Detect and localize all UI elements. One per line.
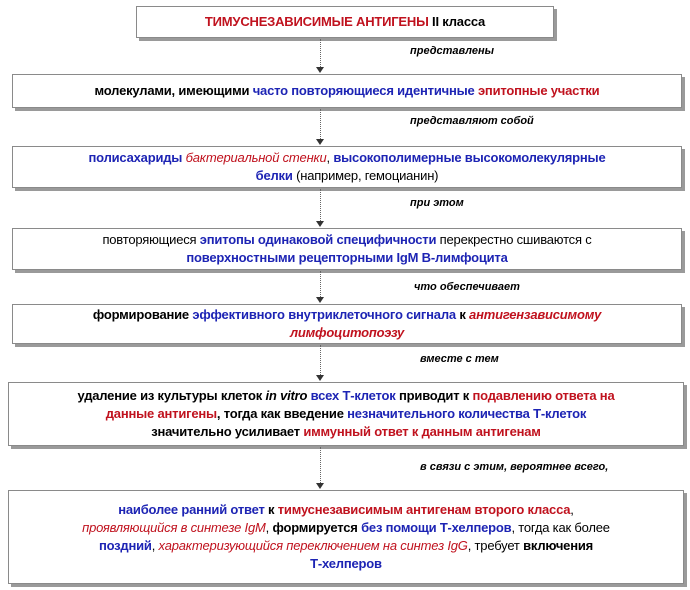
box-line <box>95 82 600 100</box>
text-segment: данные антигены <box>105 406 217 421</box>
arrowhead-6 <box>316 483 324 489</box>
box-line <box>78 387 615 405</box>
box-4-epitopes-crosslink <box>12 228 682 270</box>
arrowhead-2 <box>316 139 324 145</box>
text-segment: , <box>265 520 273 535</box>
text-segment: значительно усиливает <box>151 424 304 439</box>
connector-line-2 <box>320 109 321 139</box>
text-segment: иммунный ответ к данным антигенам <box>303 424 541 439</box>
box-text <box>89 149 606 185</box>
box-line <box>89 149 606 167</box>
text-segment: эффективного внутриклеточного сигнала <box>192 307 456 322</box>
text-segment: часто повторяющиеся <box>252 83 398 98</box>
arrowhead-1 <box>316 67 324 73</box>
connector-line-3 <box>320 189 321 221</box>
box-text <box>82 501 610 573</box>
box-1-thymus-independent-antigens <box>136 6 554 38</box>
text-segment: удаление из культуры клеток <box>77 388 266 403</box>
text-segment: , тогда как более <box>511 520 610 535</box>
box-line <box>93 324 601 342</box>
text-segment: формируется <box>272 520 358 535</box>
text-segment: полисахариды <box>88 150 186 165</box>
text-segment: лимфоцитопоэзу <box>289 325 405 340</box>
text-segment: к <box>268 502 278 517</box>
text-segment: приводит к <box>395 388 473 403</box>
box-6-t-cell-removal <box>8 382 684 446</box>
text-segment: без помощи Т-хелперов <box>357 520 512 535</box>
box-text <box>205 13 485 31</box>
text-segment: формирование <box>92 307 193 322</box>
text-segment: II класса <box>428 14 486 29</box>
arrowhead-4 <box>316 297 324 303</box>
box-line <box>93 306 601 324</box>
box-2-molecules-epitopes <box>12 74 682 108</box>
box-line <box>82 537 610 555</box>
connector-label-2: представляют собой <box>410 115 534 127</box>
connector-label-5: вместе с тем <box>420 353 499 365</box>
connector-label-3: при этом <box>410 197 464 209</box>
box-line <box>78 423 615 441</box>
box-line <box>78 405 615 423</box>
text-segment: молекулами, имеющими <box>94 83 253 98</box>
text-segment: эпитопы одинаковой специфичности <box>199 232 437 247</box>
text-segment: включения <box>523 538 594 553</box>
box-5-signal-formation <box>12 304 682 344</box>
text-segment: белки <box>255 168 293 183</box>
connector-line-6 <box>320 447 321 483</box>
text-segment: тимуснезависимым антигенам второго класса <box>277 502 571 517</box>
connector-line-5 <box>320 345 321 375</box>
box-3-polysaccharides <box>12 146 682 188</box>
connector-label-1: представлены <box>410 45 495 57</box>
box-text <box>93 306 601 342</box>
box-text <box>78 387 615 441</box>
text-segment: характеризующийся переключением на синтез IgG <box>158 538 468 553</box>
text-segment: идентичные <box>397 83 478 98</box>
box-line <box>205 13 485 31</box>
text-segment: подавлению ответа на <box>472 388 615 403</box>
text-segment: , требует <box>467 538 524 553</box>
box-line <box>89 167 606 185</box>
text-segment: (например, гемоцианин) <box>292 168 439 183</box>
text-segment: к <box>455 307 470 322</box>
text-segment: бактериальной стенки <box>185 150 327 165</box>
text-segment: поздний <box>98 538 152 553</box>
text-segment: перекрестно сшиваются с <box>436 232 592 247</box>
text-segment: поверхностными рецепторными IgM B-лимфоцита <box>186 250 508 265</box>
text-segment: , <box>151 538 159 553</box>
text-segment: , <box>326 150 334 165</box>
box-text <box>102 231 591 267</box>
text-segment: незначительного количества Т-клеток <box>347 406 587 421</box>
arrowhead-5 <box>316 375 324 381</box>
text-segment: , <box>570 502 574 517</box>
box-7-early-response <box>8 490 684 584</box>
text-segment: антигензависимому <box>469 307 602 322</box>
box-line <box>102 249 591 267</box>
connector-line-1 <box>320 39 321 67</box>
text-segment: повторяющиеся <box>102 232 200 247</box>
text-segment: Т-хелперов <box>310 556 382 571</box>
box-text <box>95 82 600 100</box>
box-line <box>82 519 610 537</box>
text-segment: высокополимерные высокомолекулярные <box>333 150 606 165</box>
connector-label-6: в связи с этим, вероятнее всего, <box>420 461 609 473</box>
text-segment: ТИМУСНЕЗАВИСИМЫЕ АНТИГЕНЫ <box>204 14 429 29</box>
text-segment: , тогда как введение <box>216 406 348 421</box>
text-segment: всех Т-клеток <box>307 388 396 403</box>
arrowhead-3 <box>316 221 324 227</box>
box-line <box>82 501 610 519</box>
text-segment: эпитопные участки <box>477 83 600 98</box>
box-line <box>82 555 610 573</box>
text-segment: проявляющийся в синтезе IgM <box>82 520 266 535</box>
box-line <box>102 231 591 249</box>
text-segment: in vitro <box>265 388 308 403</box>
text-segment: наиболее ранний ответ <box>118 502 269 517</box>
connector-line-4 <box>320 271 321 297</box>
connector-label-4: что обеспечивает <box>414 281 520 293</box>
